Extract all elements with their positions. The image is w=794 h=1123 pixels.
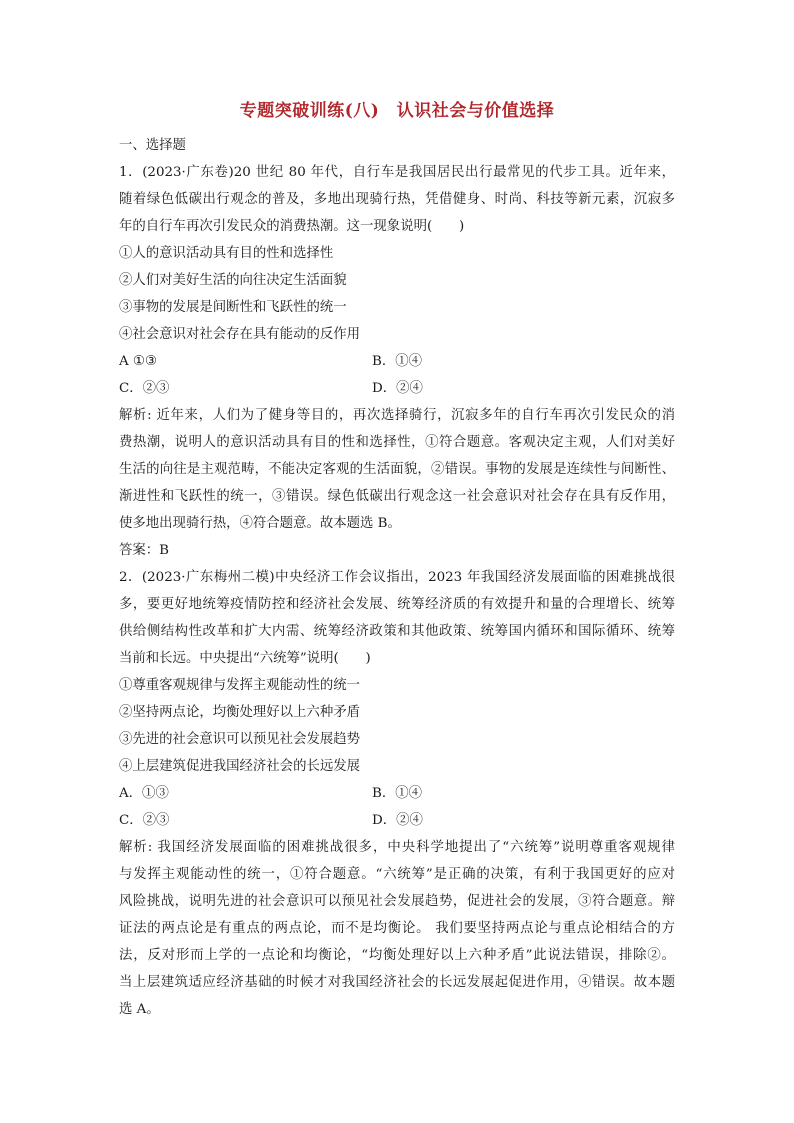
statement-item: ②人们对美好生活的向往决定生活面貌 xyxy=(119,273,347,288)
question-stem-line: 当前和长远。中央提出“六统筹”说明( ) xyxy=(119,651,371,666)
statement-item: ③事物的发展是间断性和飞跃性的统一 xyxy=(119,300,347,315)
question-stem-line: 年的自行车再次引发民众的消费热潮。这一现象说明( ) xyxy=(119,219,465,234)
statement-item: ③先进的社会意识可以预见社会发展趋势 xyxy=(119,732,361,747)
question-stem-line: 随着绿色低碳出行观念的普及，多地出现骑行热，凭借健身、时尚、科技等新元素，沉寂多 xyxy=(119,192,675,207)
option-d: D．②④ xyxy=(372,813,423,828)
analysis-line: 证法的两点论是有重点的两点论，而不是均衡论。 我们要坚持两点论与重点论相结合的方 xyxy=(119,921,675,936)
statement-item: ①尊重客观规律与发挥主观能动性的统一 xyxy=(119,678,361,693)
analysis-line: 解析: 我国经济发展面临的困难挑战很多，中央科学地提出了“六统筹”说明尊重客观规律 xyxy=(119,840,675,855)
section-heading: 一、选择题 xyxy=(119,138,186,153)
analysis-line: 费热潮，说明人的意识活动具有目的性和选择性，①符合题意。客观决定主观，人们对美好 xyxy=(119,435,675,450)
question-stem-line: 供给侧结构性改革和扩大内需、统筹经济政策和其他政策、统筹国内循环和国际循环、统筹 xyxy=(119,624,675,639)
options-row xyxy=(119,375,675,402)
analysis-line: 使多地出现骑行热，④符合题意。故本题选 B。 xyxy=(119,516,401,531)
option-c: C．②③ xyxy=(119,381,170,396)
answer-line: 答案：B xyxy=(119,543,170,558)
analysis-line: 风险挑战，说明先进的社会意识可以预见社会发展趋势，促进社会的发展，③符合题意。辩 xyxy=(119,894,675,909)
option-d: D．②④ xyxy=(372,381,423,396)
analysis-line: 与发挥主观能动性的统一，①符合题意。“六统筹”是正确的决策，有利于我国更好的应对 xyxy=(119,867,675,882)
statement-item: ④上层建筑促进我国经济社会的长远发展 xyxy=(119,759,361,774)
option-a: A．①③ xyxy=(119,786,169,801)
option-b: B．①④ xyxy=(372,354,423,369)
question-1 xyxy=(119,159,675,564)
analysis-line: 生活的向往是主观范畴，不能决定客观的生活面貌，②错误。事物的发展是连续性与间断性、 xyxy=(119,462,675,477)
analysis-line: 选 A。 xyxy=(119,1002,160,1017)
statement-item: ④社会意识对社会存在具有能动的反作用 xyxy=(119,327,361,342)
document-body xyxy=(119,132,675,1023)
statement-item: ①人的意识活动具有目的性和选择性 xyxy=(119,246,334,261)
statement-item: ②坚持两点论，均衡处理好以上六种矛盾 xyxy=(119,705,361,720)
option-a: A ①③ xyxy=(119,354,157,369)
analysis-line: 当上层建筑适应经济基础的时候才对我国经济社会的长远发展起促进作用，④错误。故本题 xyxy=(119,975,675,990)
options-row xyxy=(119,348,675,375)
question-stem-line: 2．(2023·广东梅州二模)中央经济工作会议指出，2023 年我国经济发展面临的困难挑战很 xyxy=(119,570,675,585)
question-stem-line: 多，要更好地统筹疫情防控和经济社会发展、统筹经济质的有效提升和量的合理增长、统筹 xyxy=(119,597,675,612)
analysis-line: 法，反对形而上学的一点论和均衡论，“均衡处理好以上六种矛盾”此说法错误，排除②。 xyxy=(119,948,675,963)
page-title: 专题突破训练(八) 认识社会与价值选择 xyxy=(239,101,555,121)
option-c: C．②③ xyxy=(119,813,170,828)
question-stem-line: 1．(2023·广东卷)20 世纪 80 年代，自行车是我国居民出行最常见的代步工具。近年来， xyxy=(119,165,675,180)
options-row xyxy=(119,807,675,834)
question-2 xyxy=(119,564,675,1023)
analysis-line: 渐进性和飞跃性的统一，③错误。绿色低碳出行观念这一社会意识对社会存在具有反作用， xyxy=(119,489,675,504)
analysis-line: 解析: 近年来，人们为了健身等目的，再次选择骑行，沉寂多年的自行车再次引发民众的消 xyxy=(119,408,675,423)
option-b: B．①④ xyxy=(372,786,423,801)
options-row xyxy=(119,780,675,807)
